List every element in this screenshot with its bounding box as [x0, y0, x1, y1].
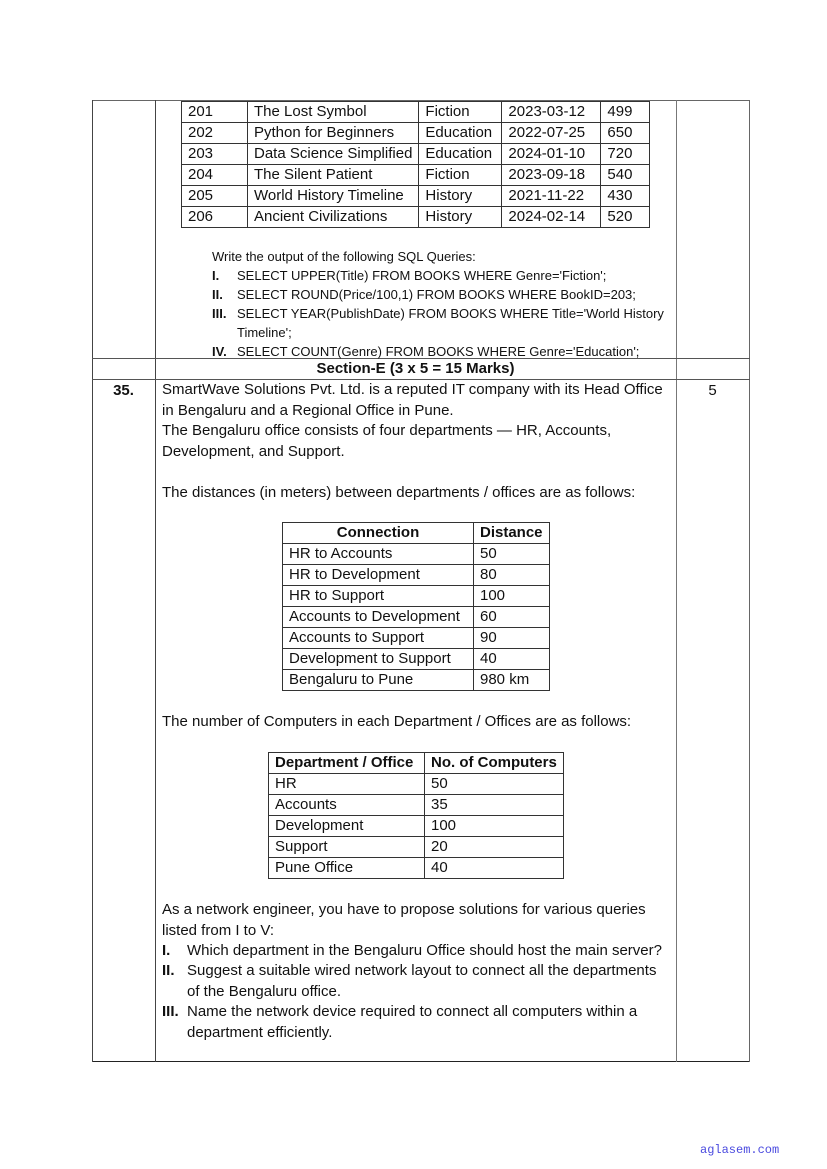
book-genre: Education: [419, 123, 502, 144]
item-text: SELECT UPPER(Title) FROM BOOKS WHERE Genre='Fiction';: [237, 268, 607, 283]
paragraph: The Bengaluru office consists of four departments — HR, Accounts, Development, and Support.: [162, 422, 612, 461]
book-price: 650: [601, 123, 650, 144]
book-publish-date: 2022-07-25: [502, 123, 601, 144]
sub-question-item: [162, 961, 672, 1002]
sql-query-item: [212, 304, 672, 342]
book-genre: Education: [419, 144, 502, 165]
section-title: Section-E (3 x 5 = 15 Marks): [316, 360, 515, 377]
book-price: 499: [601, 102, 650, 123]
item-text: SELECT YEAR(PublishDate) FROM BOOKS WHERE Title='World History Timeline';: [237, 306, 664, 340]
item-number: III.: [212, 306, 227, 321]
connection: Bengaluru to Pune: [283, 670, 474, 691]
connection: HR to Development: [283, 565, 474, 586]
column-divider-number: [155, 100, 156, 1062]
column-header: Connection: [283, 523, 474, 544]
book-genre: Fiction: [419, 165, 502, 186]
item-text: SELECT ROUND(Price/100,1) FROM BOOKS WHERE BookID=203;: [237, 287, 636, 302]
book-publish-date: 2023-03-12: [502, 102, 601, 123]
watermark: aglasem.com: [700, 1143, 780, 1157]
book-price: 540: [601, 165, 650, 186]
department: Pune Office: [269, 858, 425, 879]
book-price: 430: [601, 186, 650, 207]
sql-queries: [212, 247, 672, 361]
sub-question-item: [162, 1002, 672, 1043]
sql-query-item: [212, 266, 672, 285]
book-price: 720: [601, 144, 650, 165]
table-row: [283, 586, 550, 607]
table-row: [269, 816, 564, 837]
item-number: II.: [212, 287, 223, 302]
table-row: [182, 186, 650, 207]
department: HR: [269, 774, 425, 795]
sql-intro: Write the output of the following SQL Queries:: [212, 249, 476, 264]
table-row: [283, 565, 550, 586]
book-id: 205: [182, 186, 248, 207]
distance: 80: [474, 565, 550, 586]
book-title: The Lost Symbol: [248, 102, 419, 123]
connection: Accounts to Development: [283, 607, 474, 628]
column-header: No. of Computers: [425, 753, 564, 774]
book-id: 206: [182, 207, 248, 228]
book-price: 520: [601, 207, 650, 228]
table-row: [269, 858, 564, 879]
computer-count: 100: [425, 816, 564, 837]
item-number: IV.: [212, 344, 227, 359]
sql-query-item: [212, 285, 672, 304]
column-header: Distance: [474, 523, 550, 544]
table-row: [182, 123, 650, 144]
book-genre: Fiction: [419, 102, 502, 123]
table-border-right: [749, 100, 750, 1062]
table-header-row: [269, 753, 564, 774]
item-text: Suggest a suitable wired network layout to connect all the departments of the Bengaluru office.: [187, 962, 657, 1000]
book-publish-date: 2023-09-18: [502, 165, 601, 186]
sub-question-item: [162, 941, 672, 961]
connection: Accounts to Support: [283, 628, 474, 649]
paragraph-network-engineer: As a network engineer, you have to propose solutions for various queries listed from I to V:: [162, 901, 646, 939]
item-text: SELECT COUNT(Genre) FROM BOOKS WHERE Genre='Education';: [237, 344, 640, 359]
paragraph: SmartWave Solutions Pvt. Ltd. is a reputed IT company with its Head Office in Bengaluru and a Regional Office in Pune.: [162, 381, 663, 419]
book-title: Python for Beginners: [248, 123, 419, 144]
table-row: [269, 774, 564, 795]
table-row: [283, 628, 550, 649]
paragraph-computers: The number of Computers in each Department / Offices are as follows:: [162, 713, 632, 730]
sub-question-list: [162, 941, 672, 1043]
table-row: [182, 207, 650, 228]
computer-count: 35: [425, 795, 564, 816]
distance: 60: [474, 607, 550, 628]
distance-table: [282, 522, 550, 691]
paragraph-distances: The distances (in meters) between departments / offices are as follows:: [162, 484, 636, 501]
distance: 90: [474, 628, 550, 649]
book-id: 201: [182, 102, 248, 123]
book-title: The Silent Patient: [248, 165, 419, 186]
item-number: I.: [162, 942, 171, 959]
table-row: [283, 544, 550, 565]
book-title: World History Timeline: [248, 186, 419, 207]
column-header: Department / Office: [269, 753, 425, 774]
table-row: [182, 165, 650, 186]
table-row: [182, 144, 650, 165]
sql-query-list: [212, 266, 672, 361]
book-genre: History: [419, 186, 502, 207]
book-title: Ancient Civilizations: [248, 207, 419, 228]
book-id: 203: [182, 144, 248, 165]
question-intro: [162, 380, 672, 463]
computer-count: 20: [425, 837, 564, 858]
distance: 40: [474, 649, 550, 670]
item-number: II.: [162, 962, 175, 980]
book-genre: History: [419, 207, 502, 228]
computers-table: [268, 752, 564, 879]
book-title: Data Science Simplified: [248, 144, 419, 165]
table-row: [269, 795, 564, 816]
item-text: Name the network device required to connect all computers within a department efficiently.: [187, 1003, 638, 1041]
connection: Development to Support: [283, 649, 474, 670]
item-number: I.: [212, 268, 220, 283]
table-border-bottom: [92, 1061, 750, 1062]
books-table: [181, 101, 650, 228]
department: Development: [269, 816, 425, 837]
distance: 980 km: [474, 670, 550, 691]
table-header-row: [283, 523, 550, 544]
question-number: 35.: [113, 382, 134, 399]
department: Support: [269, 837, 425, 858]
question-marks: 5: [708, 382, 717, 399]
book-publish-date: 2024-02-14: [502, 207, 601, 228]
connection: HR to Accounts: [283, 544, 474, 565]
computer-count: 40: [425, 858, 564, 879]
item-text: Which department in the Bengaluru Office should host the main server?: [187, 942, 662, 959]
table-row: [269, 837, 564, 858]
table-row: [182, 102, 650, 123]
table-row: [283, 607, 550, 628]
book-publish-date: 2021-11-22: [502, 186, 601, 207]
table-border-left: [92, 100, 93, 1062]
item-number: III.: [162, 1003, 179, 1021]
table-row: [283, 670, 550, 691]
table-row: [283, 649, 550, 670]
connection: HR to Support: [283, 586, 474, 607]
book-id: 204: [182, 165, 248, 186]
distance: 100: [474, 586, 550, 607]
computer-count: 50: [425, 774, 564, 795]
distance: 50: [474, 544, 550, 565]
column-divider-marks: [676, 100, 677, 1062]
department: Accounts: [269, 795, 425, 816]
book-id: 202: [182, 123, 248, 144]
book-publish-date: 2024-01-10: [502, 144, 601, 165]
